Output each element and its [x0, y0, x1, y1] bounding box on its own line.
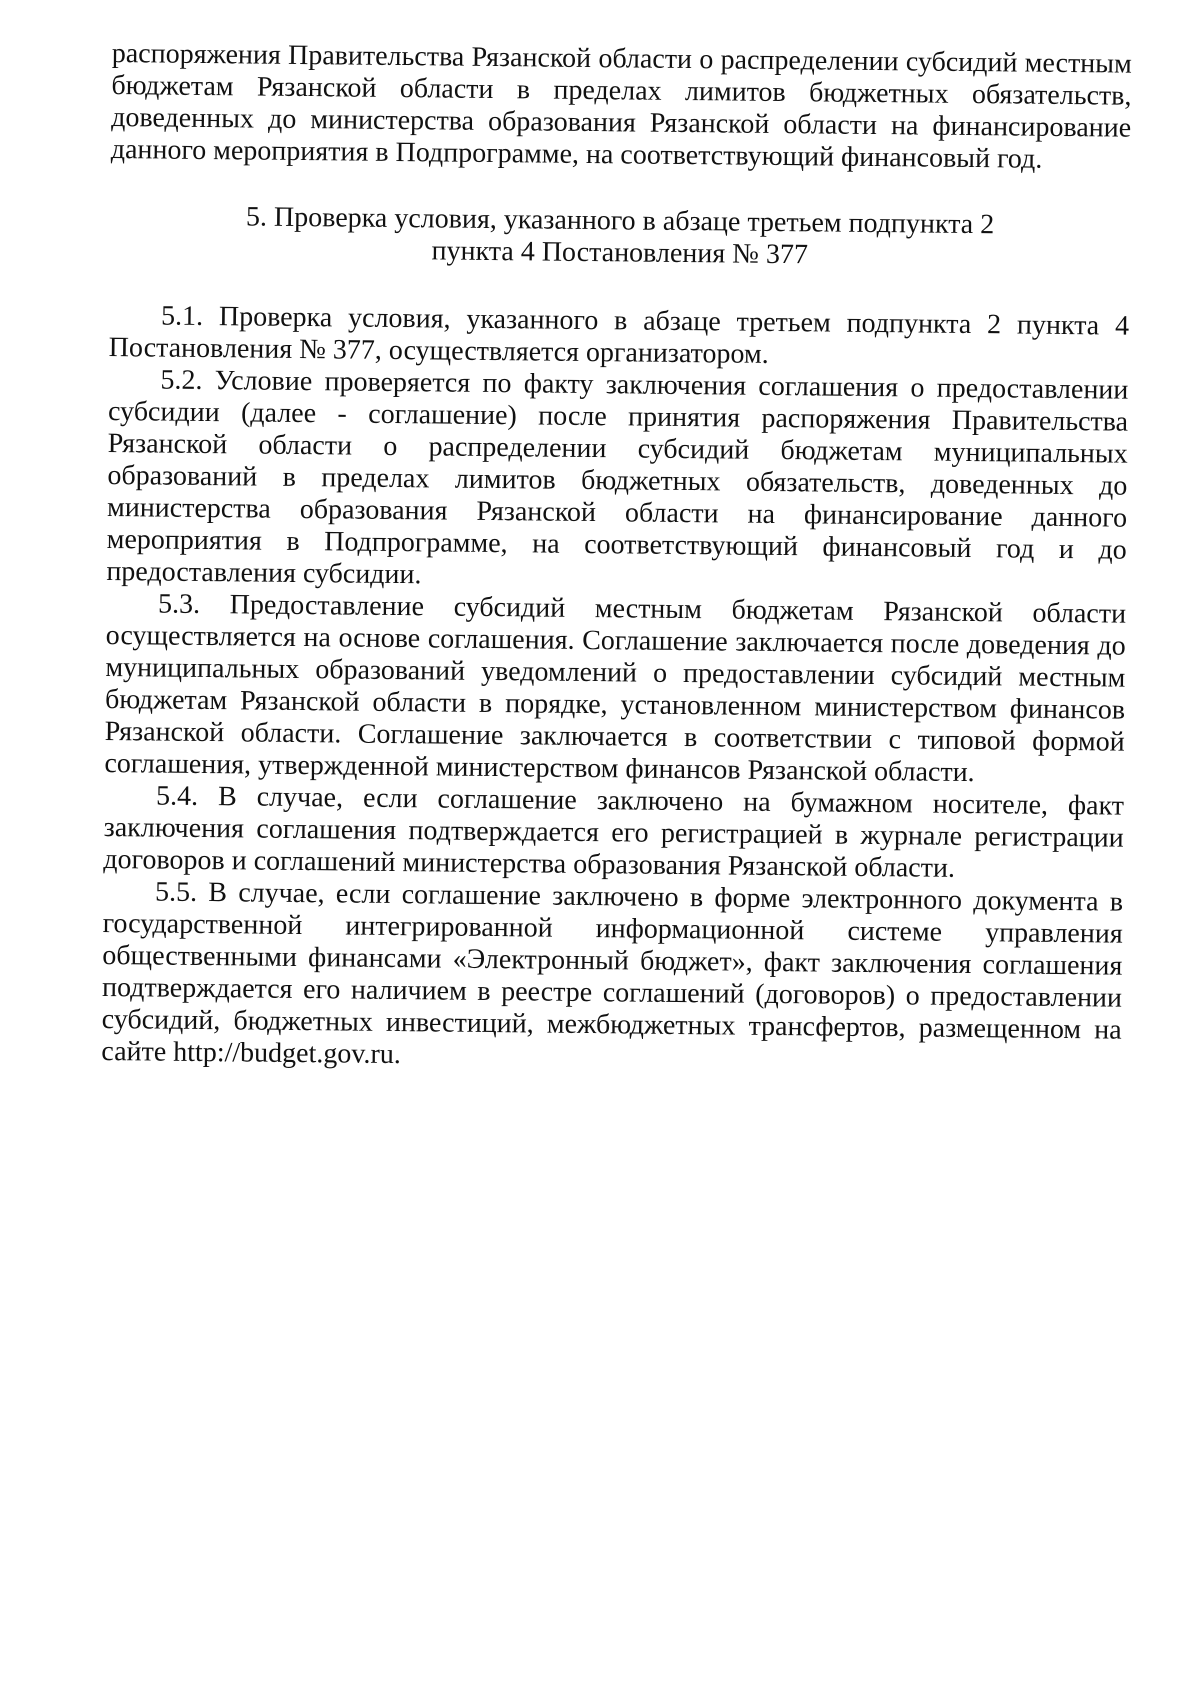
section-heading	[110, 200, 1131, 275]
paragraph-5-3: 5.3. Предоставление субсидий местным бюджетам Рязанской области осуществляется на основе соглашения. Соглашение заключается после доведения до муниципальных образований уведомлений о предоставлении субсидий местным бюджетам Рязанской области в порядке, установленном министерством финансов Рязанской области. Соглашение заключается в соответствии с типовой формой соглашения, утвержденной министерством финансов Рязанской области.	[104, 588, 1127, 789]
paragraph-5-5: 5.5. В случае, если соглашение заключено в форме электронного документа в государственной интегрированной информационной системе управления общественными финансами «Электронный бюджет», факт заключения соглашения подтверждается его наличием в реестре соглашений (договоров) о предоставлении субсидий, бюджетных инвестиций, межбюджетных трансфертов, размещенном на сайте http://budget.gov.ru.	[101, 876, 1124, 1071]
paragraph-5-1: 5.1. Проверка условия, указанного в абзаце третьем подпункта 2 пункта 4 Постановления № 377, осуществляется организатором.	[108, 300, 1130, 370]
document-body	[101, 38, 1132, 1079]
section-heading-line-2: пункта 4 Постановления № 377	[431, 235, 809, 271]
paragraph-5-2: 5.2. Условие проверяется по факту заключения соглашения о предоставлении субсидии (далее - соглашение) после принятия распоряжения Правительства Рязанской области о распределении субсидий бюджетам муниципальных образований в пределах лимитов бюджетных обязательств, доведенных до министерства образования Рязанской области на финансирование данного мероприятия в Подпрограмме, на соответствующий финансовый год и до предоставления субсидии.	[106, 364, 1129, 591]
intro-paragraph: распоряжения Правительства Рязанской области о распределении субсидий местным бюджетам Рязанской области в пределах лимитов бюджетных обязательств, доведенных до министерства образования Рязанской области на финансирование данного мероприятия в Подпрограмме, на соответствующий финансовый год.	[110, 38, 1132, 175]
paragraph-5-4: 5.4. В случае, если соглашение заключено на бумажном носителе, факт заключения соглашения подтверждается его регистрацией в журнале регистрации договоров и соглашений министерства образования Рязанской области.	[103, 780, 1125, 884]
section-heading-line-1: 5. Проверка условия, указанного в абзаце третьем подпункта 2	[245, 201, 995, 241]
